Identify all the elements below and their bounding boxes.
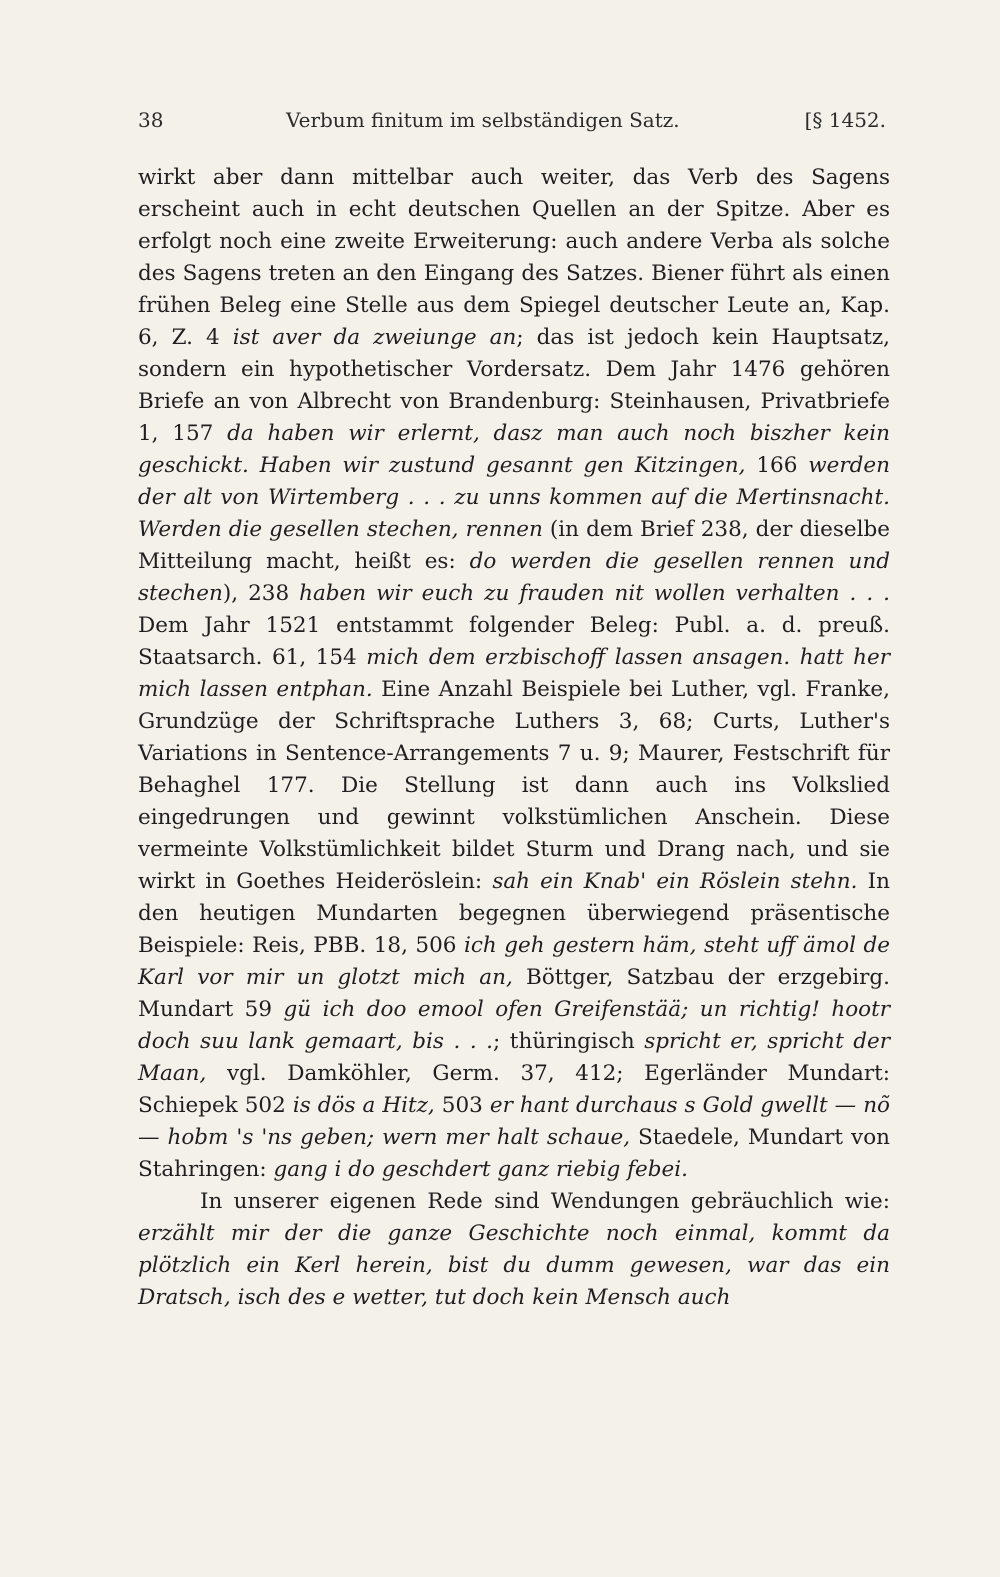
page-number: 38 bbox=[138, 108, 164, 132]
text-run: Dem Jahr 1521 entstammt folgender Beleg: Publ. a. d. preuß. Staatsarch. 61, 154 bbox=[138, 613, 890, 670]
text-run: In unserer eigenen Rede sind Wendungen gebräuchlich wie: bbox=[200, 1189, 890, 1214]
italic-quote: ich geh gestern häm, steht uff ämol de Karl vor mir un glotzt mich an, bbox=[138, 933, 890, 990]
text-run: Eine Anzahl Beispiele bei Luther, vgl. Franke, Grundzüge der Schriftsprache Luthers 3, 68; Curts, Luther's Variations in Sentence-Arrangements 7 u. 9; Maurer, Festschrift für Behaghel 177. Die Stellung ist dann auch ins Volkslied eingedrungen und gewinnt volkstümlichen Anschein. Diese vermeinte Volkstümlichkeit bildet Sturm und Drang nach, und sie wirkt in Goethes Heideröslein: bbox=[138, 677, 890, 894]
italic-quote: haben wir euch zu frauden nit wollen verhalten . . . bbox=[299, 581, 890, 606]
paragraph bbox=[138, 162, 890, 1186]
text-run: Böttger, Satzbau der erzgebirg. Mundart 59 bbox=[138, 965, 890, 1022]
text-run: Staedele, Mundart von Stahringen: bbox=[138, 1125, 890, 1182]
text-run: ; thüringisch bbox=[493, 1029, 645, 1054]
text-run: 503 bbox=[434, 1093, 490, 1118]
running-title: Verbum finitum im selbständigen Satz. bbox=[286, 108, 680, 132]
italic-quote: werden der alt von Wirtemberg . . . zu unns kommen auf die Mertinsnacht. Werden die gesellen stechen, rennen bbox=[138, 453, 890, 542]
text-run: wirkt aber dann mittelbar auch weiter, das Verb des Sagens erscheint auch in echt deutschen Quellen an der Spitze. Aber es erfolgt noch eine zweite Erweiterung: auch andere Verba als solche des Sagens treten an den Eingang des Satzes. Biener führt als einen frühen Beleg eine Stelle aus dem Spiegel deutscher Leute an, Kap. 6, Z. 4 bbox=[138, 165, 890, 350]
italic-quote: gü ich doo emool ofen Greifenstää; un richtig! hootr doch suu lank gemaart, bis . . . bbox=[138, 997, 891, 1054]
body-text bbox=[138, 162, 890, 1314]
italic-quote: spricht er, spricht der Maan, bbox=[138, 1029, 891, 1086]
text-run: 166 bbox=[745, 453, 809, 478]
italic-quote: sah ein Knab' ein Röslein stehn. bbox=[492, 869, 858, 894]
italic-quote: er hant durchaus s Gold gwellt — nõ — hobm 's 'ns geben; wern mer halt schaue, bbox=[138, 1093, 890, 1150]
italic-quote: mich dem erzbischoff lassen ansagen. hatt her mich lassen entphan. bbox=[138, 645, 890, 702]
text-run: In den heutigen Mundarten begegnen überwiegend präsentische Beispiele: Reis, PBB. 18, 506 bbox=[138, 869, 890, 958]
italic-quote: ist aver da zweiunge an bbox=[232, 325, 517, 350]
italic-quote: gang i do geschdert ganz riebig febei. bbox=[273, 1157, 688, 1182]
text-run: vgl. Damköhler, Germ. 37, 412; Egerländer Mundart: Schiepek 502 bbox=[138, 1061, 890, 1118]
italic-quote: erzählt mir der die ganze Geschichte noch einmal, kommt da plötzlich ein Kerl herein, bist du dumm gewesen, war das ein Dratsch, isch des e wetter, tut doch kein Mensch auch bbox=[138, 1221, 890, 1310]
text-run: ), 238 bbox=[222, 581, 300, 606]
italic-quote: da haben wir erlernt, dasz man auch noch biszher kein geschickt. Haben wir zustund gesannt gen Kitzingen, bbox=[138, 421, 890, 478]
italic-quote: is dös a Hitz, bbox=[292, 1093, 435, 1118]
running-header bbox=[138, 108, 886, 138]
text-run: ; das ist jedoch kein Hauptsatz, sondern ein hypothetischer Vordersatz. Dem Jahr 1476 gehören Briefe an von Albrecht von Brandenburg: Steinhausen, Privatbriefe 1, 157 bbox=[138, 325, 891, 446]
italic-quote: do werden die gesellen rennen und stechen bbox=[138, 549, 890, 606]
text-run: (in dem Brief 238, der dieselbe Mitteilung macht, heißt es: bbox=[138, 517, 890, 574]
paragraph bbox=[138, 1186, 890, 1314]
section-reference: [§ 1452. bbox=[804, 108, 886, 132]
